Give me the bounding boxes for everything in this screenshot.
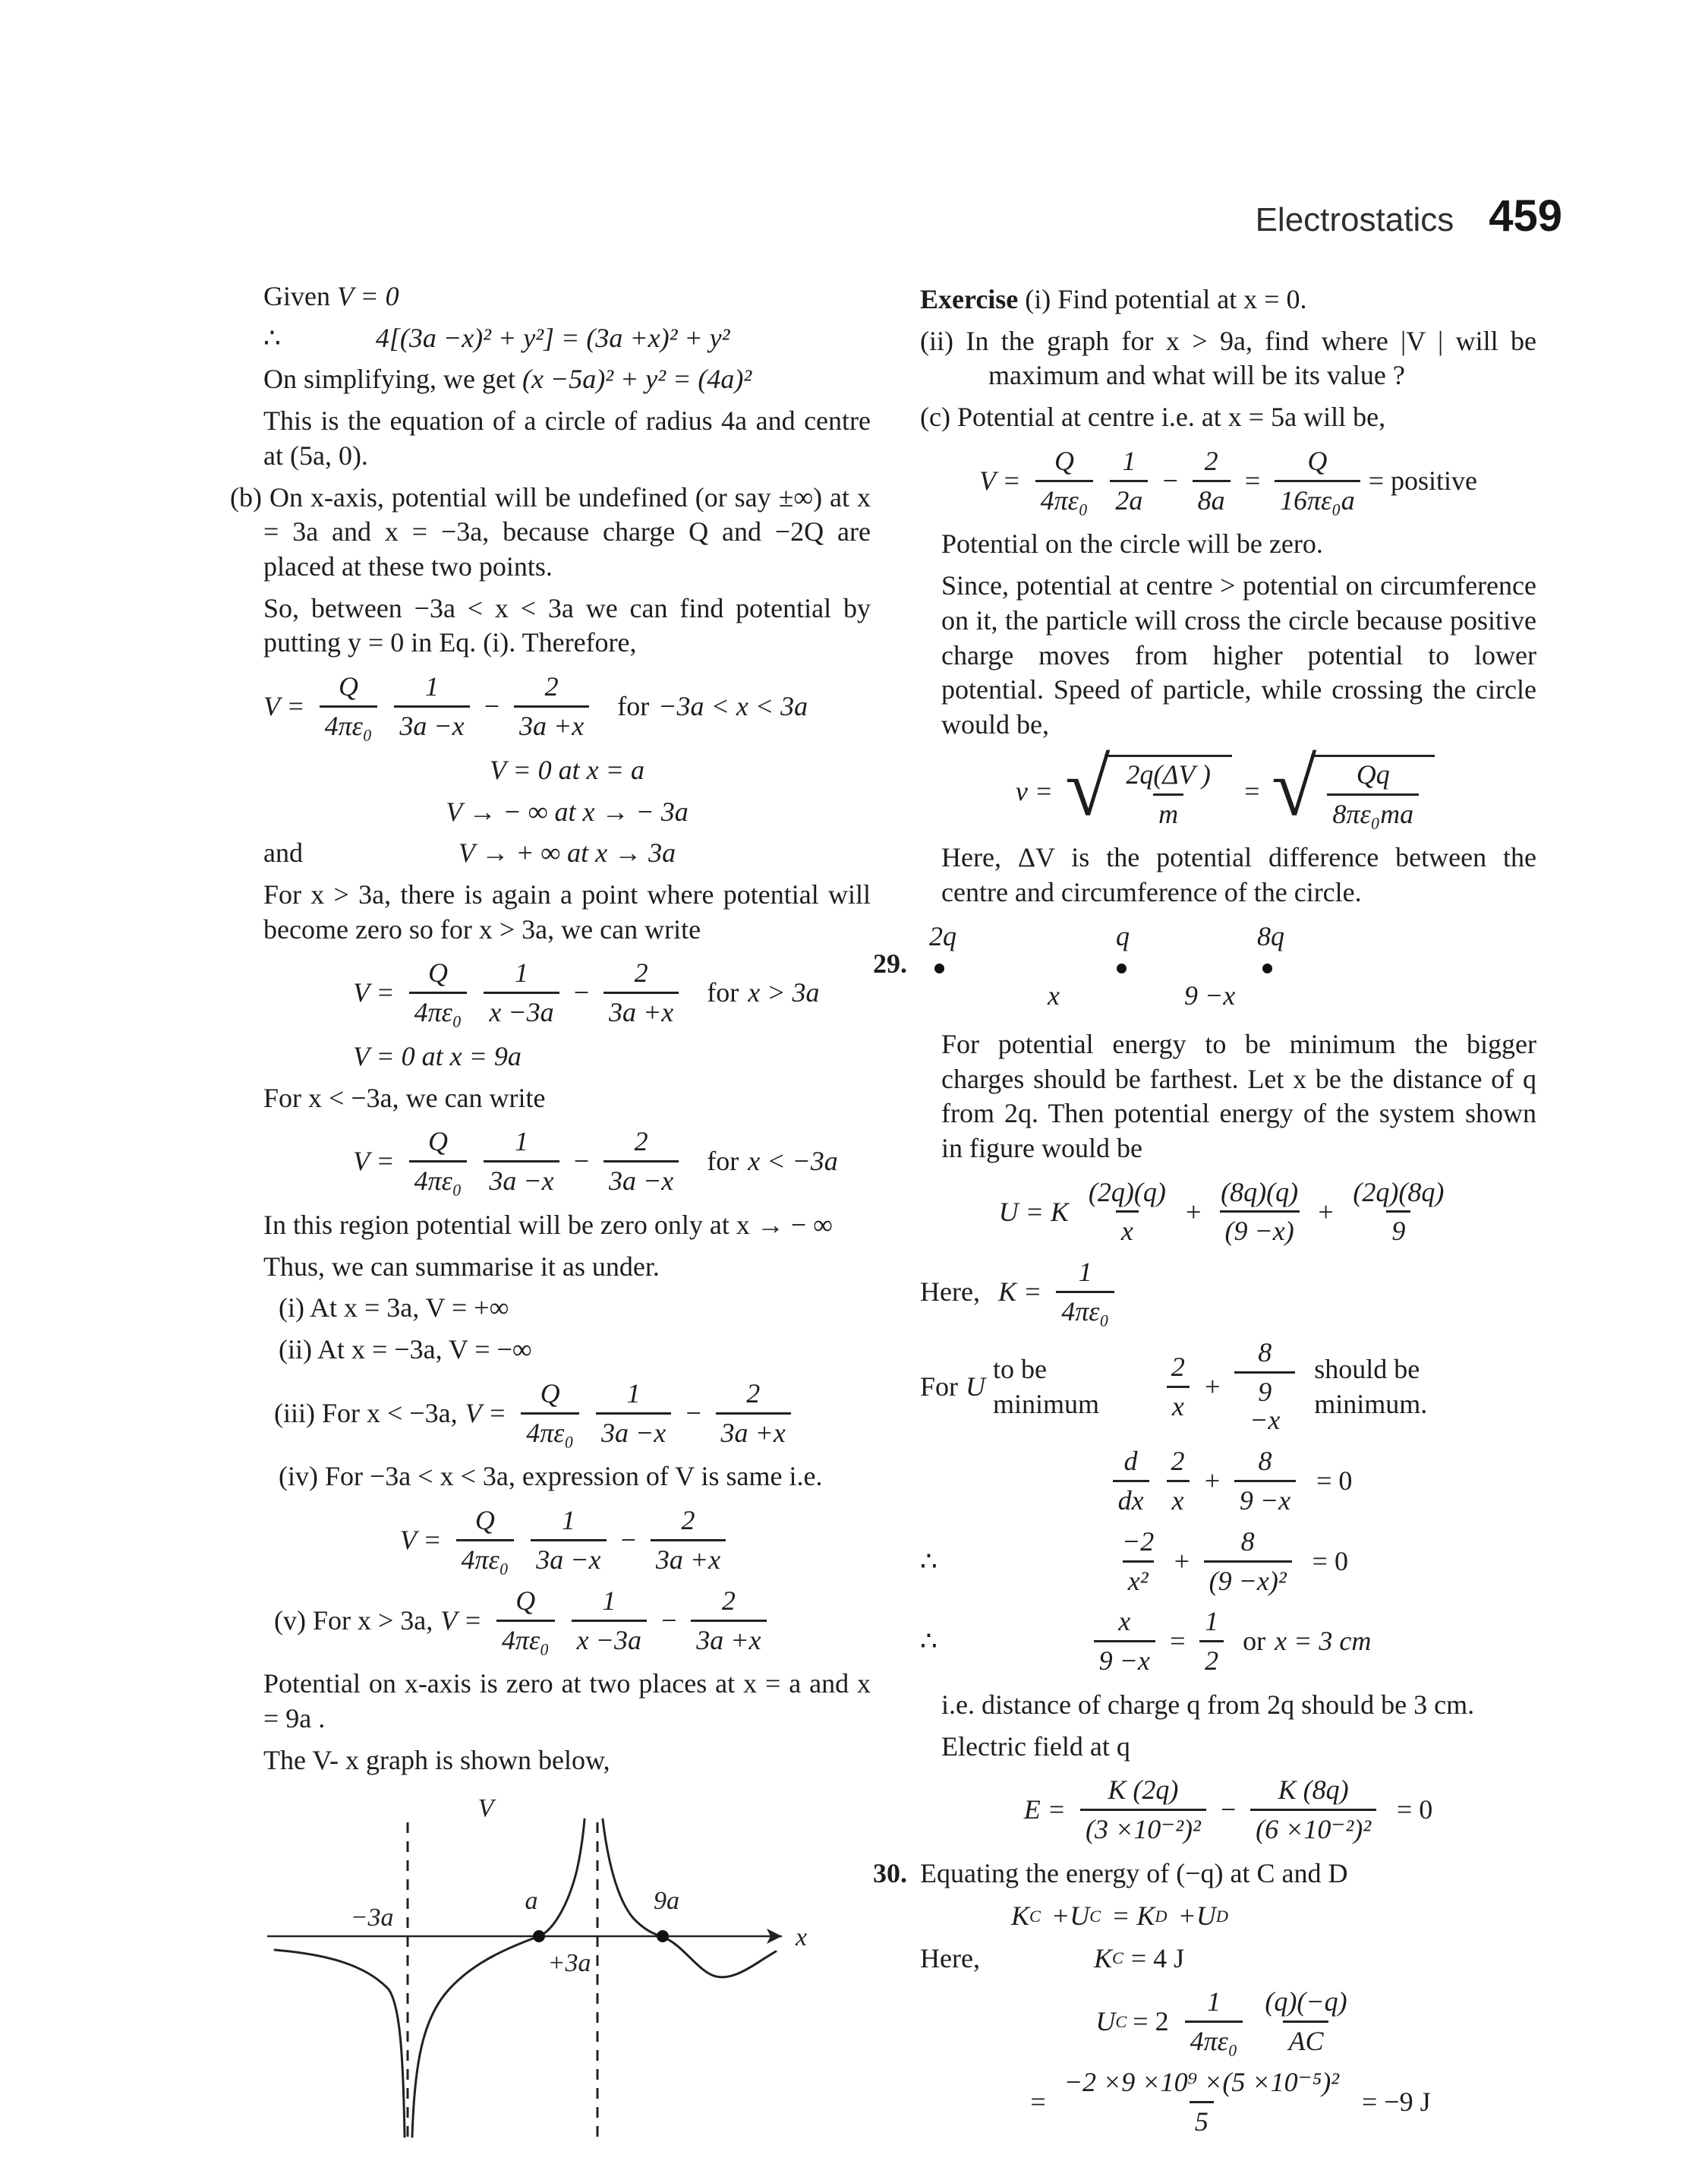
fraction: $\frac{2}{3a -x}$: [603, 1128, 679, 1196]
zero-point-a: [533, 1930, 545, 1942]
fraction: $\frac{8}{9 -x}$: [1234, 1339, 1295, 1435]
item-label: (iii) For x < −3a,: [274, 1397, 458, 1428]
minus-operator: −: [572, 1146, 591, 1177]
result-expr: x = 3 cm: [1275, 1626, 1372, 1657]
formula-speed: [920, 742, 1536, 833]
zero-point-9a: [657, 1930, 669, 1942]
word: to be minimum: [993, 1353, 1100, 1419]
formula-lhs: V =: [399, 1525, 442, 1556]
line-v0-9a: V = 0 at x = 9a: [353, 1040, 522, 1071]
formula-uc: U C = 2 1 4πε₀ (q)(−q) AC: [920, 1988, 1536, 2056]
paragraph-graph-caption: The V- x graph is shown below,: [263, 1744, 610, 1775]
formula-v-between: [263, 673, 871, 741]
three-charge-figure: [873, 920, 1536, 1017]
fraction: 2 x: [1166, 1353, 1190, 1421]
problem-number-30: 30.: [873, 1858, 907, 1889]
therefore-symbol: ∴: [920, 1626, 938, 1657]
fraction: $\frac{K (2q)}{\text{(3 ×10⁻²)²}}$: [1080, 1776, 1206, 1844]
summary-item-iv: (iv) For −3a < x < 3a, expression of V is same i.e.: [279, 1461, 823, 1492]
equals-sign: =: [1243, 465, 1262, 496]
paragraph-efield: Electric field at q: [941, 1730, 1130, 1762]
fraction: $\frac{(8q)(q)}{(9 -x)}$: [1221, 1176, 1299, 1247]
vx-graph-svg: [244, 1793, 852, 2158]
word: should be minimum.: [1314, 1353, 1428, 1419]
equals-zero: = 0: [1312, 1545, 1348, 1576]
formula-kc-value: Here, K C = 4 J: [920, 1942, 1536, 1976]
fraction: $\frac{1}{\text{4πε₀}}$: [1056, 1258, 1114, 1327]
fraction-d-dx: d dx: [1113, 1447, 1149, 1516]
item-b-label: (b): [230, 481, 262, 513]
fraction: $\frac{2}{8a}$: [1193, 447, 1231, 516]
problem-30-line: [873, 1856, 1536, 1891]
formula-derivative-set: [920, 1447, 1536, 1516]
square-root: [1272, 742, 1435, 833]
item-b: [230, 481, 871, 585]
summary-item-iii: [263, 1377, 871, 1448]
fraction: $\frac{Q}{\text{4πε₀}}$: [320, 673, 378, 741]
minus-operator: −: [482, 691, 501, 722]
simplify-expr: (x −5a)² + y² = (4a)²: [522, 364, 752, 395]
formula-derivative-result: [920, 1525, 1536, 1596]
vx-graph-figure: [244, 1793, 871, 2167]
minus-operator: −: [684, 1397, 703, 1428]
curve-middle-branch: [412, 1819, 585, 2137]
fraction: 1 x −3a: [572, 1587, 647, 1655]
result-value: = −9 J: [1361, 2086, 1431, 2117]
summary-item-i: (i) At x = 3a, V = +∞: [279, 1292, 509, 1323]
formula-item-iv: [263, 1506, 871, 1575]
paragraph-circle-zero: Potential on the circle will be zero.: [941, 528, 1323, 560]
item-label: (v) For x > 3a,: [274, 1604, 433, 1636]
fraction: $\frac{Q}{\text{4πε₀}}$: [521, 1380, 579, 1448]
here-word: Here,: [920, 1276, 980, 1308]
minus-operator: −: [572, 977, 591, 1008]
formula-lhs: U = K: [998, 1196, 1069, 1227]
fraction: −2 x²: [1122, 1525, 1155, 1596]
equals-sign: =: [1242, 775, 1262, 806]
summary-item-v: [263, 1587, 871, 1655]
fraction: $\frac{1}{2}$: [1199, 1607, 1224, 1676]
here-word: Here,: [920, 1942, 980, 1973]
variable-u: U: [966, 1371, 986, 1402]
fraction: 2 x: [1166, 1447, 1190, 1516]
summary-item-ii: (ii) At x = −3a, V = −∞: [279, 1334, 532, 1365]
fraction: 1 4πε₀: [1185, 1988, 1243, 2056]
result-text: = positive: [1368, 465, 1478, 496]
paragraph-zero-two-places: Potential on x-axis is zero at two places at x = a and x = 9a .: [263, 1668, 871, 1734]
formula-lhs: K =: [997, 1276, 1042, 1308]
formula-uc-value: [920, 2068, 1536, 2137]
paragraph-since: Since, potential at centre > potential on circumference on it, the particle will cross the circle because positive charge moves from higher potential to lower potential. Speed of particle, while crossing the circle would be,: [941, 570, 1536, 740]
exercise-line: [920, 282, 1536, 317]
exercise-item-ii: (ii) In the graph for x > 9a, find where |V | will be maximum and what will be its value ?: [920, 325, 1536, 391]
formula-potential-energy: [920, 1178, 1536, 1247]
minus-operator: −: [1161, 465, 1180, 496]
right-column: [873, 282, 1536, 2148]
x-axis-label: x: [796, 1923, 808, 1951]
equals-zero: = 0: [1316, 1465, 1353, 1497]
plus-operator: +: [1202, 1371, 1222, 1402]
exercise-text: (i) Find potential at x = 0.: [1025, 284, 1307, 314]
given-expr: V = 0: [336, 281, 399, 311]
paragraph-circle: This is the equation of a circle of radius 4a and centre at (5a, 0).: [263, 405, 871, 471]
left-column: [230, 279, 871, 2166]
formula-v-lt: [263, 1128, 871, 1196]
fraction: $\frac{Q}{\text{16πε₀a}}$: [1275, 447, 1360, 516]
paragraph-ie-distance: i.e. distance of charge q from 2q should be 3 cm.: [941, 1689, 1475, 1721]
given-word: Given: [263, 281, 330, 311]
chapter-title: Electrostatics: [1255, 201, 1454, 238]
fraction: $\frac{K (8q)}{\text{(6 ×10⁻²)²}}$: [1250, 1776, 1376, 1844]
therefore-symbol: ∴: [263, 322, 281, 353]
distance-label-x: x: [1048, 980, 1060, 1011]
formula-lhs: V =: [440, 1604, 482, 1636]
line-and: [263, 836, 871, 871]
plus-operator: +: [1202, 1465, 1221, 1497]
radical-symbol: √: [1065, 742, 1111, 833]
charge-dot-2q: [934, 964, 944, 973]
fraction: 1 2a: [1110, 447, 1148, 516]
line-v-plus-inf: V → + ∞ at x → 3a: [458, 838, 676, 869]
formula-v-gt: [263, 959, 871, 1027]
condition-word: for: [707, 1146, 739, 1177]
paragraph-here-dv: Here, ΔV is the potential difference between the centre and circumference of the circle.: [941, 842, 1536, 908]
line-therefore: [263, 321, 871, 356]
condition-word: for: [617, 691, 650, 722]
line-simplify: [263, 362, 871, 397]
charge-dot-8q: [1262, 964, 1272, 973]
item-b-text: On x-axis, potential will be undefined (or say ±∞) at x = 3a and x = −3a, because charge Q and −2Q are placed at these two points.: [263, 481, 871, 582]
fraction: 1 3a −x: [394, 673, 469, 741]
fraction: $\frac{x}{9 -x}$: [1094, 1607, 1155, 1676]
formula-lhs: V =: [465, 1397, 507, 1428]
page-number: 459: [1489, 191, 1562, 241]
curve-right-branch: [603, 1819, 776, 1977]
plus-operator: +: [1183, 1196, 1203, 1227]
therefore-expr: 4[(3a −x)² + y²] = (3a +x)² + y²: [375, 322, 730, 353]
plus-operator: +: [1172, 1545, 1191, 1576]
fraction: $\frac{2}{3a +x}$: [603, 959, 679, 1027]
line-v-minus-inf: V → − ∞ at x → − 3a: [446, 796, 689, 827]
fraction: 2q(ΔV ) m: [1126, 759, 1211, 829]
charge-label-8q: 8q: [1257, 920, 1284, 951]
paragraph-thus: Thus, we can summarise it as under.: [263, 1251, 660, 1282]
therefore-symbol: ∴: [920, 1545, 938, 1576]
fraction: $\frac{(2q)(8q)}{9}$: [1353, 1176, 1445, 1247]
fraction: $\frac{2}{3a +x}$: [514, 673, 589, 741]
fraction: $\frac{\text{−2 ×9 ×10⁹ ×(5 ×10⁻⁵)²}}{5}$: [1064, 2066, 1339, 2137]
formula-lhs: V =: [978, 465, 1021, 496]
condition-expr: x < −3a: [748, 1146, 838, 1177]
formula-energy-balance: K C +U C = K D +U D: [1011, 1900, 1228, 1931]
line-given: [263, 279, 871, 314]
plus-operator: +: [1316, 1196, 1335, 1227]
fraction: 1 3a −x: [531, 1506, 606, 1575]
and-word: and: [263, 838, 303, 869]
fraction: $\frac{2}{3a +x}$: [716, 1380, 791, 1448]
equals-zero: = 0: [1397, 1794, 1433, 1825]
fraction: Qq 8πε₀ma: [1327, 761, 1419, 829]
label-minus-3a: −3a: [350, 1903, 394, 1932]
equals-sign: =: [1168, 1626, 1187, 1657]
paragraph-29-body: For potential energy to be minimum the bigger charges should be farthest. Let x be the distance of q from 2q. Then potential energy of the system shown in figure would be: [941, 1028, 1536, 1163]
fraction: $\frac{Q}{\text{4πε₀}}$: [496, 1587, 555, 1655]
formula-electric-field: [920, 1776, 1536, 1844]
minus-operator: −: [659, 1604, 679, 1636]
fraction: $\frac{Q}{\text{4πε₀}}$: [1035, 447, 1094, 516]
fraction: 1 3a −x: [596, 1380, 671, 1448]
equals-sign: =: [1030, 2086, 1046, 2117]
fraction: $\frac{2}{3a +x}$: [691, 1587, 766, 1655]
fraction: $\frac{8}{9 -x}$: [1234, 1447, 1296, 1516]
problem-30-text: Equating the energy of (−q) at C and D: [920, 1858, 1348, 1889]
item-c: (c) Potential at centre i.e. at x = 5a will be,: [920, 402, 1386, 433]
formula-ratio: [920, 1607, 1536, 1676]
condition-expr: −3a < x < 3a: [658, 691, 808, 722]
curve-left-branch: [275, 1950, 405, 2137]
formula-lhs: V =: [263, 691, 305, 722]
minus-operator: −: [619, 1525, 638, 1556]
exercise-label: Exercise: [920, 284, 1019, 314]
fraction: $\frac{8}{\text{(9 −x)²}}$: [1204, 1528, 1292, 1596]
or-word: or: [1243, 1626, 1266, 1657]
formula-lhs: E =: [1023, 1794, 1066, 1825]
formula-k-definition: [920, 1258, 1536, 1327]
radical-symbol: √: [1272, 742, 1317, 833]
fraction: $\frac{2}{3a +x}$: [651, 1506, 726, 1575]
v-axis-label: V: [477, 1793, 494, 1822]
formula-lhs: v =: [1015, 775, 1054, 806]
fraction: $\frac{Q}{\text{4πε₀}}$: [409, 959, 468, 1027]
paragraph-region: In this region potential will be zero only at x → − ∞: [263, 1210, 833, 1240]
paragraph-for-lt: For x < −3a, we can write: [263, 1082, 546, 1113]
word: For: [920, 1371, 959, 1402]
formula-v-centre: [920, 447, 1536, 516]
fraction: $\frac{Q}{\text{4πε₀}}$: [456, 1506, 515, 1575]
fraction: 1 3a −x: [484, 1128, 559, 1196]
charge-label-2q: 2q: [929, 920, 956, 951]
formula-lhs: V =: [353, 977, 395, 1008]
minus-operator: −: [1218, 1794, 1238, 1825]
simplify-pre: On simplifying, we get: [263, 364, 515, 395]
paragraph-so: So, between −3a < x < 3a we can find potential by putting y = 0 in Eq. (i). Therefore,: [263, 592, 871, 658]
paragraph-for-gt: For x > 3a, there is again a point where potential will become zero so for x > 3a, we can write: [263, 879, 871, 945]
fraction: $\frac{Q}{\text{4πε₀}}$: [409, 1128, 468, 1196]
condition-word: for: [707, 977, 739, 1008]
line-u-minimum: [920, 1336, 1536, 1436]
fraction: 1 x −3a: [484, 959, 559, 1027]
problem-number-29: 29.: [873, 948, 907, 979]
label-9a: 9a: [654, 1886, 679, 1915]
charge-label-q: q: [1116, 920, 1130, 951]
fraction: (q)(−q) AC: [1265, 1986, 1347, 2057]
fraction: (2q)(q) x: [1088, 1176, 1166, 1247]
page-header: [0, 188, 1562, 244]
formula-lhs: V =: [353, 1146, 395, 1177]
line-v0a: V = 0 at x = a: [490, 754, 644, 785]
label-plus-3a: +3a: [547, 1948, 591, 1977]
label-a: a: [525, 1886, 538, 1915]
distance-label-9-minus-x: 9 −x: [1184, 980, 1236, 1011]
charge-dot-q: [1117, 964, 1127, 973]
square-root: [1065, 742, 1232, 833]
condition-expr: x > 3a: [748, 977, 820, 1008]
